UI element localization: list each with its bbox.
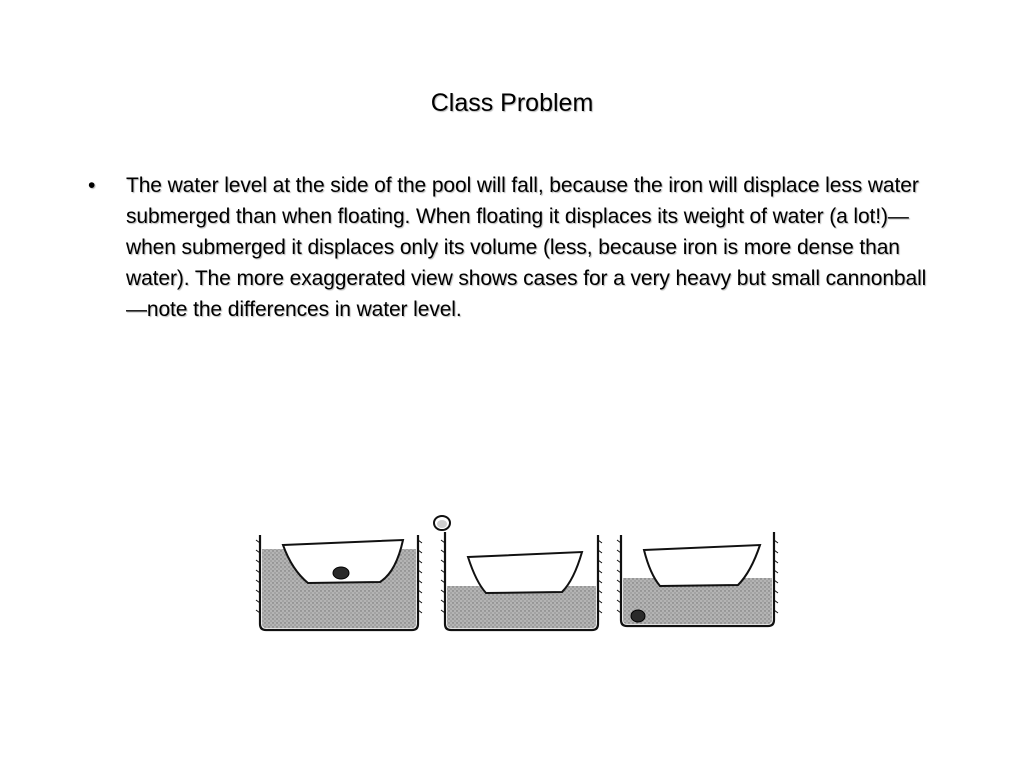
boat	[468, 552, 582, 593]
cannonball	[333, 567, 349, 579]
boat	[644, 545, 760, 586]
slide-title: Class Problem	[430, 89, 594, 117]
pool-with-ball-on-edge	[434, 516, 602, 630]
cannonball	[631, 610, 645, 622]
bullet-item	[88, 170, 938, 325]
bullet-marker: •	[88, 174, 96, 197]
pool-with-ball-submerged	[617, 532, 778, 626]
pool-illustration	[248, 510, 783, 640]
bullet-list	[88, 170, 938, 325]
pool-with-ball-in-boat	[256, 535, 422, 630]
bullet-text: The water level at the side of the pool will fall, because the iron will displace less water submerged than when floating. When floating it displaces its weight of water (a lot!)—when submerged it displaces only its volume (less, because iron is more dense than water). The more exaggerated view shows cases for a very heavy but small cannonball—note the differences in water level.	[126, 174, 927, 321]
